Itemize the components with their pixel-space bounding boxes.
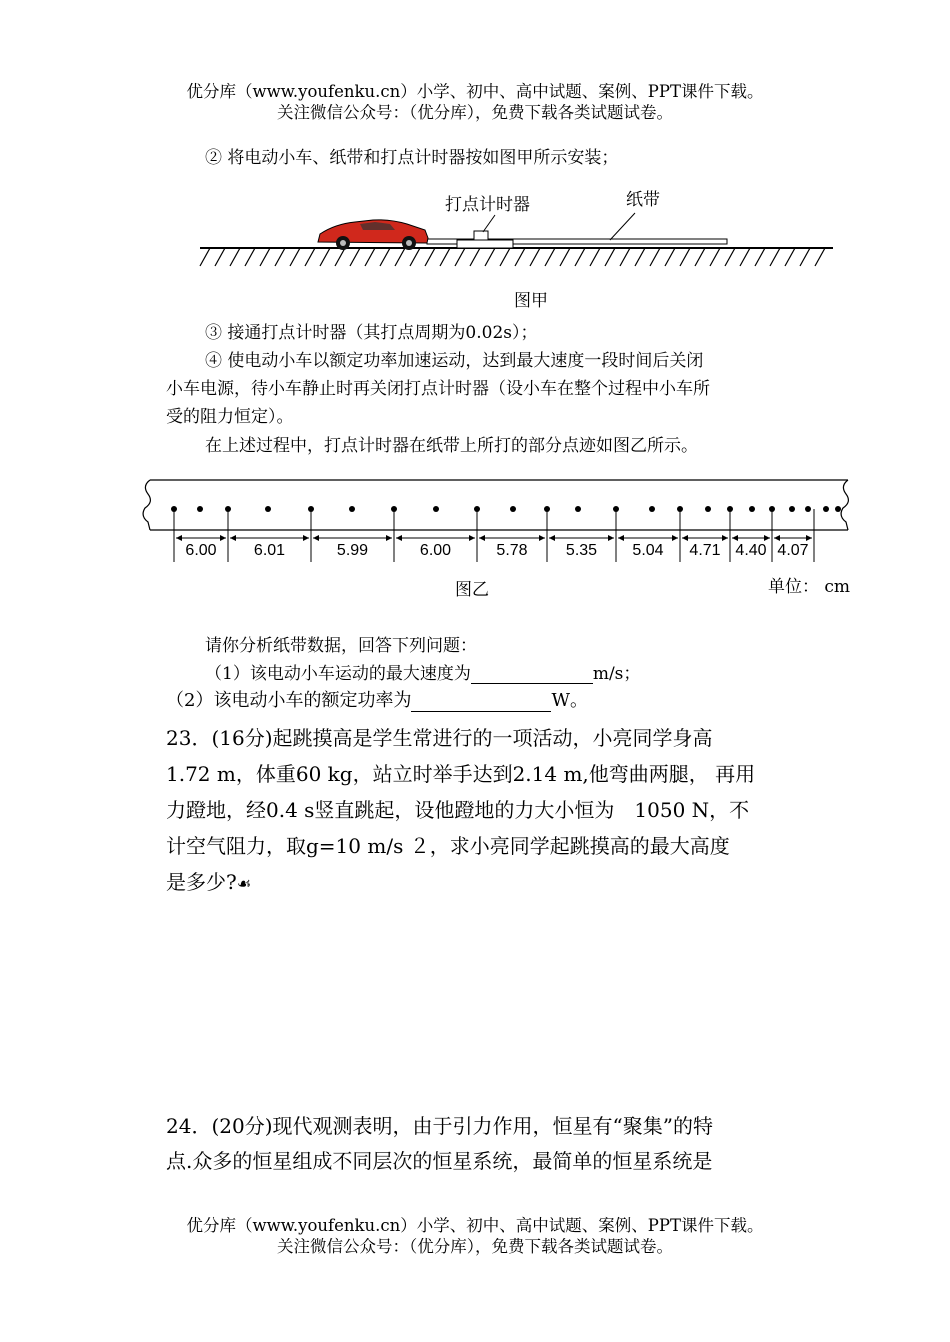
tape-dot bbox=[823, 506, 829, 512]
label-tape: 纸带 bbox=[626, 190, 660, 210]
answer-blank-2[interactable] bbox=[411, 693, 551, 712]
segment-length-label: 6.00 bbox=[181, 542, 221, 560]
footer-line-1: 优分库（www.youfenku.cn）小学、初中、高中试题、案例、PPT课件下载。 bbox=[186, 1216, 764, 1235]
step-3: ③ 接通打点计时器（其打点周期为0.02s）； bbox=[205, 323, 538, 343]
step-2: ② 将电动小车、纸带和打点计时器按如图甲所示安装； bbox=[205, 148, 619, 168]
segment-arrow bbox=[682, 535, 728, 541]
question-2 bbox=[166, 686, 588, 712]
figure-b-caption: 图乙 bbox=[455, 580, 489, 600]
segment-arrow bbox=[479, 535, 545, 541]
tape-dot bbox=[649, 506, 655, 512]
problem-23-line-3: 力蹬地，经0.4 s竖直跳起，设他蹬地的力大小恒为 1050 N，不 bbox=[166, 798, 750, 822]
segment-length-label: 6.00 bbox=[416, 542, 456, 560]
tape-dot bbox=[349, 506, 355, 512]
unit-label: 单位： cm bbox=[768, 577, 851, 597]
tape-arrows bbox=[176, 535, 812, 541]
label-timer: 打点计时器 bbox=[445, 195, 530, 215]
timer-box bbox=[474, 231, 488, 240]
tape-dots bbox=[171, 506, 841, 512]
electric-car bbox=[318, 220, 428, 250]
header-line-2: 关注微信公众号：（优分库），免费下载各类试题试卷。 bbox=[277, 103, 673, 122]
tape-dot bbox=[789, 506, 795, 512]
step-4-line-1: ④ 使电动小车以额定功率加速运动，达到最大速度一段时间后关闭 bbox=[205, 351, 704, 371]
segment-length-label: 5.35 bbox=[562, 542, 602, 560]
segment-arrow bbox=[396, 535, 475, 541]
tape-dot bbox=[433, 506, 439, 512]
segment-length-label: 4.71 bbox=[685, 542, 725, 560]
swirl-icon: ☙ bbox=[236, 874, 252, 893]
problem-23-line-5 bbox=[166, 866, 251, 895]
tape-dot bbox=[197, 506, 203, 512]
segment-length-label: 5.04 bbox=[628, 542, 668, 560]
problem-24-line-2: 点.众多的恒星组成不同层次的恒星系统，最简单的恒星系统是 bbox=[166, 1149, 713, 1173]
tape-dot bbox=[265, 506, 271, 512]
header-line-1: 优分库（www.youfenku.cn）小学、初中、高中试题、案例、PPT课件下载。 bbox=[186, 82, 764, 101]
tape-dot bbox=[749, 506, 755, 512]
segment-length-label: 4.07 bbox=[773, 542, 813, 560]
segment-arrow bbox=[549, 535, 614, 541]
intro-figure-b: 在上述过程中，打点计时器在纸带上所打的部分点迹如图乙所示。 bbox=[205, 436, 698, 456]
segment-length-label: 5.99 bbox=[333, 542, 373, 560]
segment-arrow bbox=[313, 535, 392, 541]
tape-dot bbox=[510, 506, 516, 512]
segment-length-label: 4.40 bbox=[731, 542, 771, 560]
question-2-unit: W。 bbox=[551, 690, 588, 711]
tape-dot bbox=[705, 506, 711, 512]
question-1-unit: m/s； bbox=[592, 664, 641, 684]
problem-23-line-2: 1.72 m，体重60 kg，站立时举手达到2.14 m,他弯曲两腿， 再用 bbox=[166, 762, 756, 786]
tape-dot bbox=[805, 506, 811, 512]
tape-dot bbox=[835, 506, 841, 512]
problem-23-line-5-text: 是多少? bbox=[166, 870, 237, 894]
question-1-text: （1）该电动小车运动的最大速度为 bbox=[205, 664, 471, 684]
step-4-line-2: 小车电源，待小车静止时再关闭打点计时器（设小车在整个过程中小车所 bbox=[166, 379, 710, 399]
question-1 bbox=[205, 659, 640, 684]
segment-arrow bbox=[732, 535, 770, 541]
answer-blank-1[interactable] bbox=[471, 665, 593, 684]
question-2-text: （2）该电动小车的额定功率为 bbox=[166, 690, 412, 711]
step-4-line-3: 受的阻力恒定）。 bbox=[166, 407, 294, 427]
problem-23-line-4: 计空气阻力，取g=10 m/s ２，求小亮同学起跳摸高的最大高度 bbox=[166, 834, 730, 858]
footer-line-2: 关注微信公众号：（优分库），免费下载各类试题试卷。 bbox=[277, 1237, 673, 1256]
segment-arrow bbox=[176, 535, 226, 541]
segment-arrow bbox=[774, 535, 812, 541]
figure-a-caption: 图甲 bbox=[514, 291, 548, 311]
problem-23-line-1: 23．(16分)起跳摸高是学生常进行的一项活动，小亮同学身高 bbox=[166, 726, 713, 750]
segment-length-label: 5.78 bbox=[492, 542, 532, 560]
segment-arrow bbox=[230, 535, 309, 541]
question-prompt: 请你分析纸带数据，回答下列问题： bbox=[205, 636, 477, 656]
tape-dot bbox=[575, 506, 581, 512]
segment-arrow bbox=[618, 535, 678, 541]
problem-24-line-1: 24．(20分)现代观测表明，由于引力作用，恒星有“聚集”的特 bbox=[166, 1114, 713, 1138]
ground-hatching bbox=[200, 248, 825, 266]
segment-length-label: 6.01 bbox=[250, 542, 290, 560]
timer-base bbox=[457, 240, 513, 248]
